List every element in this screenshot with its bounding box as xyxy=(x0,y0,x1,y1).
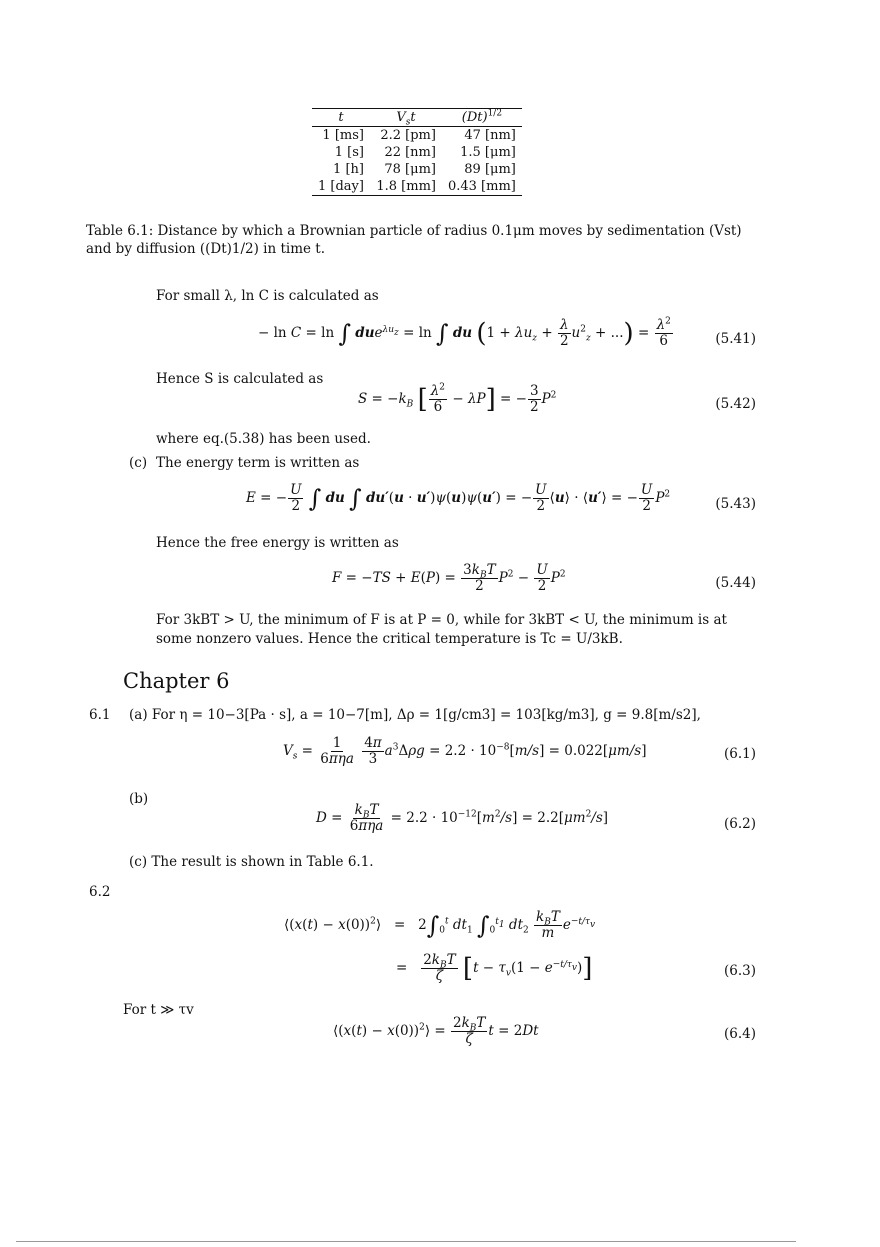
paragraph-minimum: For 3kBT > U, the minimum of F is at P = 0, while for 3kBT < U, the minimum is at some nonzero values. Hence the critical temperature is Tc = U/3kB. xyxy=(156,612,727,647)
equation-6-1: $V_s$ = $\frac{1}{\text{6πηa}}$ $\frac{4\pi}{3}$ $a^3\Delta\rho g = 2.2 \cdot 10^{-8}[m/s] = 0.022[\mu m/s]$ xyxy=(283,735,647,767)
eq-number-5-41: (5.41) xyxy=(715,331,756,347)
table-row: 1 [s] 22 [nm] 1.5 [μm] xyxy=(334,145,516,160)
equation-6-2: D = $\frac{k_BT}{\text{6πηa}}$ = $2.2 \cdot 10^{-12}[m^2/s] = 2.2[\mu m^2/s]$ xyxy=(316,802,609,834)
paragraph-6-1-a: (a) For η = 10−3[Pa · s], a = 10−7[m], Δρ = 1[g/cm3] = 103[kg/m3], g = 9.8[m/s2], xyxy=(129,707,701,723)
eq-number-6-3: (6.3) xyxy=(723,963,756,979)
paragraph-hence-free: Hence the free energy is written as xyxy=(156,535,399,551)
equation-6-4: ⟨(x(t) − x(0))$^2$⟩ = $\frac{2k_BT}{\zeta}$ t = 2Dt xyxy=(333,1015,539,1047)
paragraph-energy-term: The energy term is written as xyxy=(156,455,360,471)
table-row: 1 [h] 78 [μm] 89 [μm] xyxy=(333,162,516,177)
equation-5-42: $S = -k_B$ [ $\frac{\lambda^2}{6}$ − λP] = − $\frac{3}{2}$ $P^2$ xyxy=(358,382,557,415)
eq-number-6-2: (6.2) xyxy=(723,816,756,832)
problem-number-6-1: 6.1 xyxy=(89,707,111,723)
item-label-b: (b) xyxy=(129,791,149,807)
eq-number-6-1: (6.1) xyxy=(723,746,756,762)
equation-5-44: F = −TS + E(P) = $\frac{3k_BT}{2}$ $P^2$ − $\frac{U}{2}$ $P^2$ xyxy=(332,562,566,594)
paragraph-hence-s: Hence S is calculated as xyxy=(156,371,324,387)
problem-number-6-2: 6.2 xyxy=(89,884,111,900)
table-row: 1 [day] 1.8 [mm] 0.43 [mm] xyxy=(312,178,522,196)
eq-number-6-4: (6.4) xyxy=(723,1026,756,1042)
equation-5-41: − ln C = ln ∫ due$^{\lambda u_z}$ = ln ∫ du ($1 + \lambda u_z$ + $\frac{\lambda}{2}$ $u^2_z$ + ...) = $\frac{\lambda^2}{6}$ xyxy=(258,316,671,349)
col-header-dt: $(Dt)^{1/2}$ xyxy=(442,109,522,127)
paragraph-where-used: where eq.(5.38) has been used. xyxy=(156,431,371,447)
equation-5-43: E = − $\frac{U}{2}$ ∫ du ∫ du′(u · u′)ψ(u)ψ(u′) = − $\frac{U}{2}$ ⟨u⟩ · ⟨u′⟩ = − $\frac{U}{2}$ $P^2$ xyxy=(246,482,671,514)
table-row: 1 [ms] 2.2 [pm] 47 [nm] xyxy=(322,128,516,143)
table-caption: Table 6.1: Distance by which a Brownian particle of radius 0.1μm moves by sedimentation (Vst) and by diffusion ((Dt)1/2) in time t. xyxy=(86,223,742,257)
eq-number-5-44: (5.44) xyxy=(715,575,756,591)
chapter-heading: Chapter 6 xyxy=(123,669,230,693)
eq-number-5-43: (5.43) xyxy=(715,496,756,512)
paragraph-c-result: (c) The result is shown in Table 6.1. xyxy=(129,854,374,870)
equation-6-3-line1: ⟨(x(t) − x(0))$^2$⟩ = $2\int_0^t$ $dt_1$ $\int_0^{t_1}$ $dt_2$ $\frac{k_BT}{m}$ $e^{-t/\tau_v}$ xyxy=(284,909,596,941)
table-6-1 xyxy=(312,108,522,196)
item-label-c: (c) xyxy=(129,455,148,471)
eq-number-5-42: (5.42) xyxy=(715,396,756,412)
paragraph-small-lambda: For small λ, ln C is calculated as xyxy=(156,288,379,304)
equation-6-3-line2: = $\frac{2k_BT}{\zeta}$ $[t - \tau_v(1 - e^{-t/\tau_v})]$ xyxy=(396,952,593,984)
page-bottom-rule xyxy=(16,1241,796,1242)
paragraph-for-t: For t ≫ τv xyxy=(123,1002,194,1018)
col-header-t: t xyxy=(312,109,370,127)
col-header-vst: $V_st$ xyxy=(370,109,442,127)
